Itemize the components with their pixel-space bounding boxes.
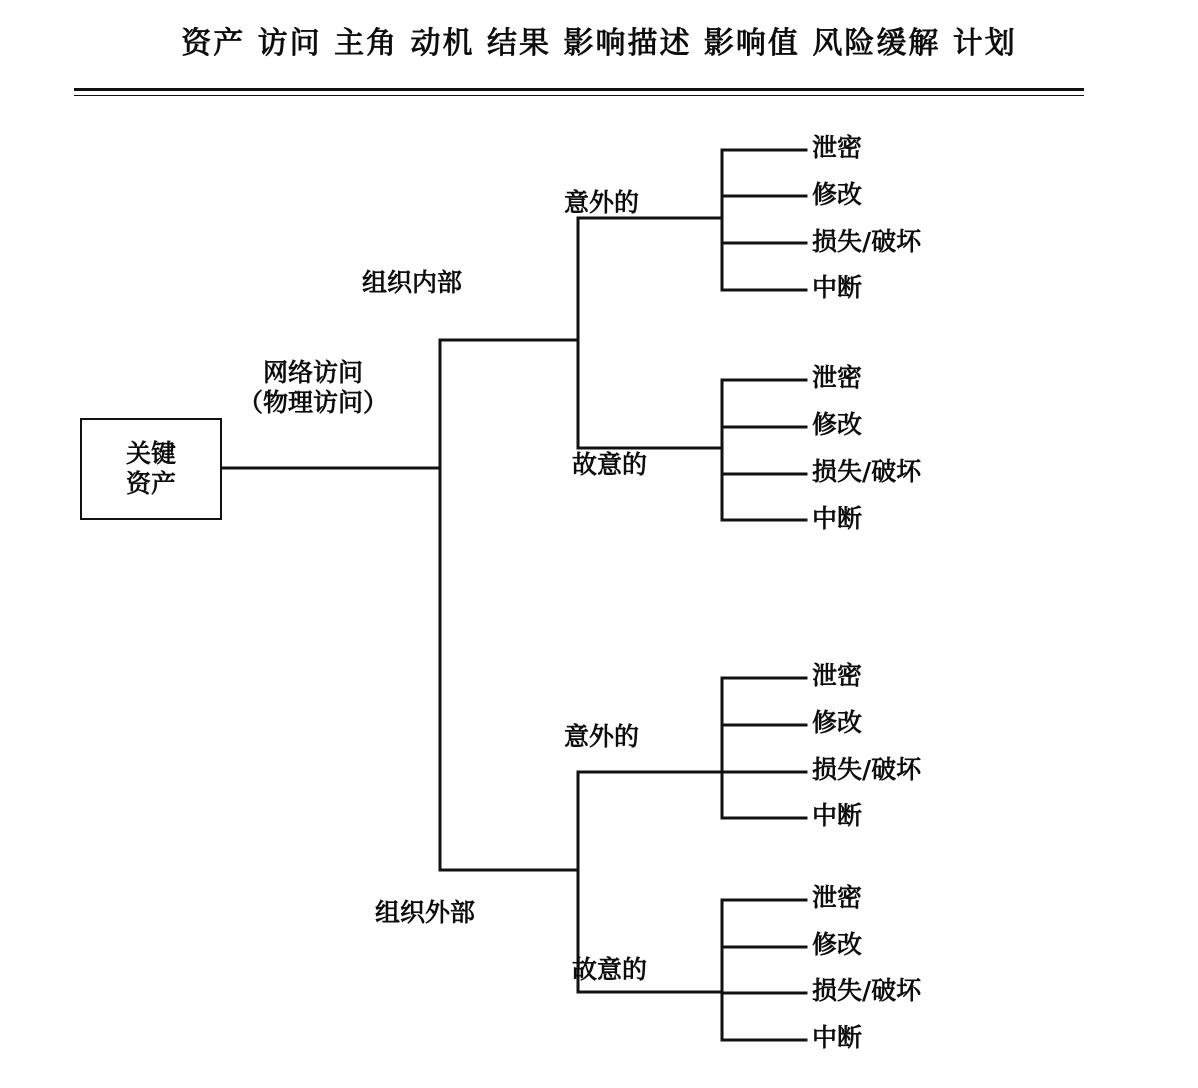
- leaf-interruption-4: 中断: [812, 1023, 863, 1052]
- node-outside-organization: 组织外部: [375, 898, 476, 927]
- root-node-line2: 资产: [125, 469, 176, 498]
- leaf-interruption-3: 中断: [812, 801, 863, 830]
- leaf-interruption-2: 中断: [812, 504, 863, 533]
- leaf-disclosure-1: 泄密: [812, 133, 863, 162]
- leaf-loss-destruction-4: 损失/破坏: [812, 976, 922, 1005]
- branch-label-line1: 网络访问: [263, 358, 364, 387]
- leaf-loss-destruction-1: 损失/破坏: [812, 227, 922, 256]
- leaf-disclosure-4: 泄密: [812, 883, 863, 912]
- leaf-modification-3: 修改: [812, 708, 863, 737]
- branch-label-network-access: [238, 358, 388, 417]
- node-intentional-outside: 故意的: [572, 955, 648, 984]
- branch-label-line2: （物理访问）: [238, 387, 389, 417]
- leaf-disclosure-2: 泄密: [812, 363, 863, 392]
- leaf-modification-2: 修改: [812, 410, 863, 439]
- leaf-loss-destruction-2: 损失/破坏: [812, 457, 922, 486]
- root-node-line1: 关键: [125, 439, 176, 468]
- node-inside-organization: 组织内部: [362, 268, 463, 297]
- leaf-disclosure-3: 泄密: [812, 661, 863, 690]
- leaf-modification-1: 修改: [812, 180, 863, 209]
- root-node: [80, 418, 222, 520]
- node-accidental-inside: 意外的: [564, 188, 640, 217]
- node-intentional-inside: 故意的: [572, 450, 648, 479]
- leaf-loss-destruction-3: 损失/破坏: [812, 755, 922, 784]
- page-title: 资产 访问 主角 动机 结果 影响描述 影响值 风险缓解 计划: [181, 26, 1017, 61]
- leaf-modification-4: 修改: [812, 930, 863, 959]
- leaf-interruption-1: 中断: [812, 273, 863, 302]
- node-accidental-outside: 意外的: [564, 722, 640, 751]
